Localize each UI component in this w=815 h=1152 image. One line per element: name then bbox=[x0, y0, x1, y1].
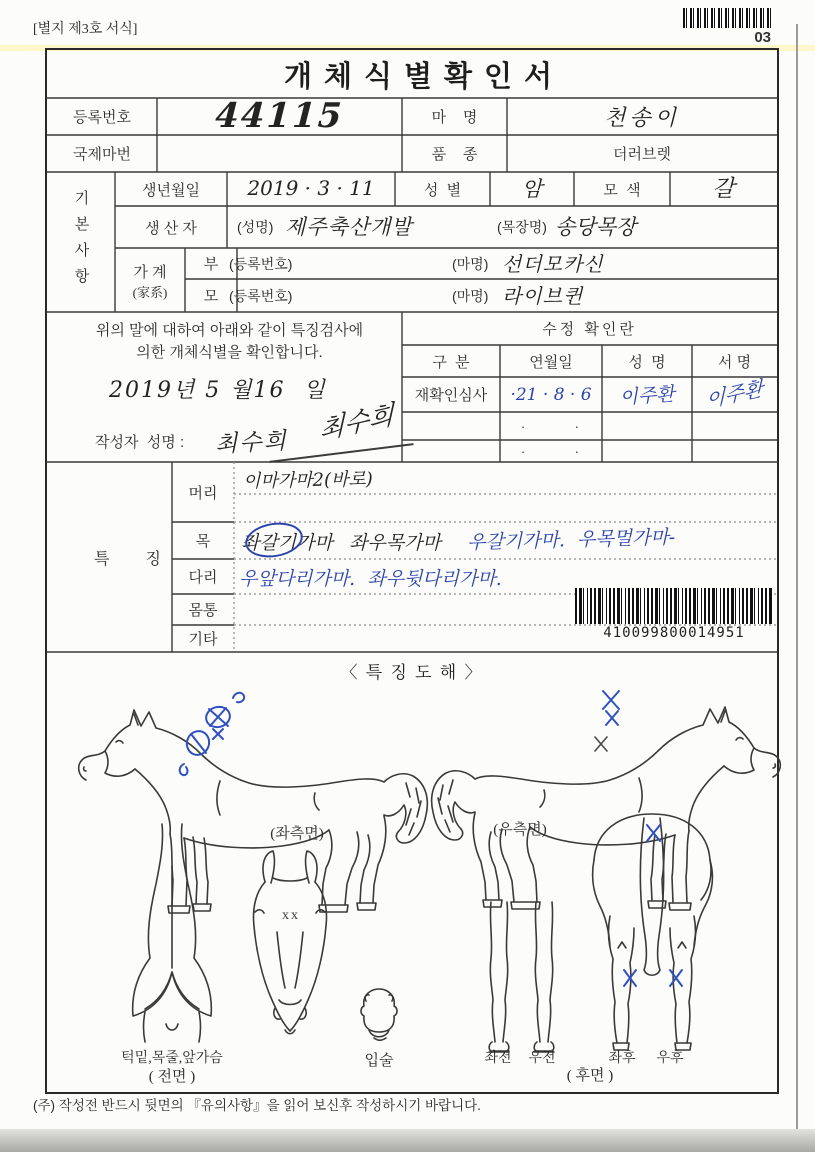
feature-label-head: 머리 bbox=[188, 484, 218, 502]
birth-value: 2019 · 3 · 11 bbox=[247, 176, 375, 200]
writer-label: 작성자 성명 : bbox=[95, 433, 185, 451]
horse-name-value bbox=[507, 98, 777, 135]
revision-row-date: ·21 · 8 · 6 bbox=[510, 384, 592, 405]
sire-label: 부 bbox=[203, 256, 219, 273]
dam-label: 모 bbox=[203, 288, 219, 305]
writer-name: 최수희 bbox=[214, 427, 289, 458]
identification-form bbox=[45, 48, 779, 1094]
coat-color-label: 모 색 bbox=[603, 181, 641, 199]
feature-neck-text-blue: 우갈기가마. 우목멀가마- bbox=[466, 525, 676, 554]
reg-no-handwriting: 44115 bbox=[210, 95, 349, 136]
features-section-label: 특징 bbox=[94, 550, 197, 568]
front-view-label-line1: 턱밑,목줄,앞가슴 bbox=[121, 1051, 223, 1066]
horse-front-neck-chest-view bbox=[122, 822, 222, 1047]
intl-no-label: 국제마번 bbox=[73, 146, 131, 163]
revision-header-category: 구 분 bbox=[432, 353, 470, 371]
feature-label-etc: 기타 bbox=[188, 631, 218, 648]
basic-section-label bbox=[47, 172, 115, 312]
farm-value: 송당목장 bbox=[555, 215, 637, 239]
birth-label: 생년월일 bbox=[142, 181, 200, 199]
breed-label: 품 종 bbox=[431, 146, 478, 163]
producer-name-label: (성명) bbox=[237, 219, 274, 235]
revision-header-date: 연월일 bbox=[529, 353, 573, 371]
revision-row-name: 이주환 bbox=[618, 383, 676, 409]
statement-line2: 의한 개체식별을 확인합니다. bbox=[136, 343, 323, 361]
scan-edge-line bbox=[796, 24, 798, 1140]
forehead-whorl-mark: xx bbox=[282, 908, 300, 923]
sire-name-label: (마명) bbox=[452, 255, 489, 272]
lips-label: 입술 bbox=[364, 1052, 394, 1069]
leg-label-right-fore: 우전 bbox=[528, 1051, 556, 1066]
leg-label-left-fore: 좌전 bbox=[484, 1051, 512, 1066]
family-label-hanja: (家系) bbox=[132, 285, 168, 300]
feature-barcode bbox=[575, 588, 773, 624]
front-view-label-line2: ( 전면 ) bbox=[148, 1068, 196, 1085]
horse-name-handwriting: 천송이 bbox=[604, 106, 680, 131]
revision-row-category: 재확인심사 bbox=[414, 387, 488, 404]
horse-rear-view bbox=[582, 798, 722, 1054]
horse-face-front-view bbox=[245, 848, 335, 1058]
horse-lips-view bbox=[354, 986, 404, 1046]
right-fore-leg bbox=[524, 900, 564, 1055]
revision-header-name: 성 명 bbox=[628, 353, 666, 371]
page-top-barcode bbox=[683, 8, 771, 28]
feature-legs-text-blue: 우앞다리가마. 좌우뒷다리가마. bbox=[239, 567, 502, 590]
revision-title: 수정 확인란 bbox=[542, 321, 637, 338]
sex-value: 암 bbox=[521, 177, 543, 201]
sire-name-value: 선더모카신 bbox=[502, 251, 604, 276]
intl-no-value bbox=[157, 135, 402, 172]
reg-no-value bbox=[157, 96, 402, 135]
family-label: 가 계 bbox=[133, 264, 167, 281]
basic-section-label-text: 기본사항 bbox=[72, 190, 90, 294]
leg-label-left-hind: 좌후 bbox=[608, 1051, 636, 1066]
feature-head-text: 이마가마2(바로) bbox=[242, 468, 374, 493]
producer-label: 생 산 자 bbox=[145, 219, 197, 237]
dam-regno-label: (등록번호) bbox=[229, 287, 293, 304]
rear-view-label: ( 후면 ) bbox=[566, 1067, 614, 1084]
feature-neck-text-a: 좌갈기가마 bbox=[241, 531, 333, 554]
coat-color-value: 갈 bbox=[712, 175, 735, 202]
feature-barcode-number: 410099800014951 bbox=[603, 624, 745, 641]
feature-neck-text-b: 좌우목가마 bbox=[349, 531, 441, 554]
reg-no-label: 등록번호 bbox=[73, 109, 131, 126]
form-title: 개체식별확인서 bbox=[283, 60, 565, 93]
feature-label-body: 몸통 bbox=[188, 602, 218, 619]
page-number: 03 bbox=[754, 28, 771, 46]
revision-row3-dots: · · bbox=[520, 443, 582, 459]
right-side-view-label: (우측면) bbox=[493, 821, 547, 838]
feature-label-legs: 다리 bbox=[188, 569, 218, 586]
corner-form-label: [별지 제3호 서식] bbox=[33, 22, 138, 37]
revision-row-signature: 이주환 bbox=[706, 375, 763, 413]
writer-signature: 최수희 bbox=[319, 399, 394, 446]
scan-bottom-band bbox=[0, 1129, 815, 1152]
revision-row2-dots: · · bbox=[520, 418, 582, 434]
farm-label: (목장명) bbox=[497, 219, 547, 235]
revision-header-sign: 서 명 bbox=[717, 353, 752, 371]
diagram-title: 〈 특 징 도 해 〉 bbox=[340, 662, 484, 682]
footer-note: (주) 작성전 반드시 뒷면의 『유의사항』을 읽어 보신후 작성하시기 바랍니다. bbox=[33, 1098, 481, 1113]
feature-label-neck: 목 bbox=[195, 533, 211, 550]
family-label-cell bbox=[115, 254, 185, 308]
sex-label: 성 별 bbox=[423, 181, 462, 199]
producer-name-value: 제주축산개발 bbox=[285, 215, 413, 239]
statement-line1: 위의 말에 대하여 아래와 같이 특징검사에 bbox=[95, 321, 364, 339]
left-fore-leg bbox=[479, 900, 519, 1055]
left-side-view-label: (좌측면) bbox=[270, 825, 324, 842]
breed-value: 더러브렛 bbox=[613, 146, 671, 163]
sire-regno-label: (등록번호) bbox=[229, 255, 293, 272]
dam-name-value: 라이브퀸 bbox=[502, 283, 584, 308]
dam-name-label: (마명) bbox=[452, 287, 489, 304]
leg-label-right-hind: 우후 bbox=[656, 1051, 684, 1066]
confirmation-date: 2019년 5 월16 일 bbox=[109, 377, 327, 403]
horse-name-label: 마 명 bbox=[431, 109, 478, 126]
